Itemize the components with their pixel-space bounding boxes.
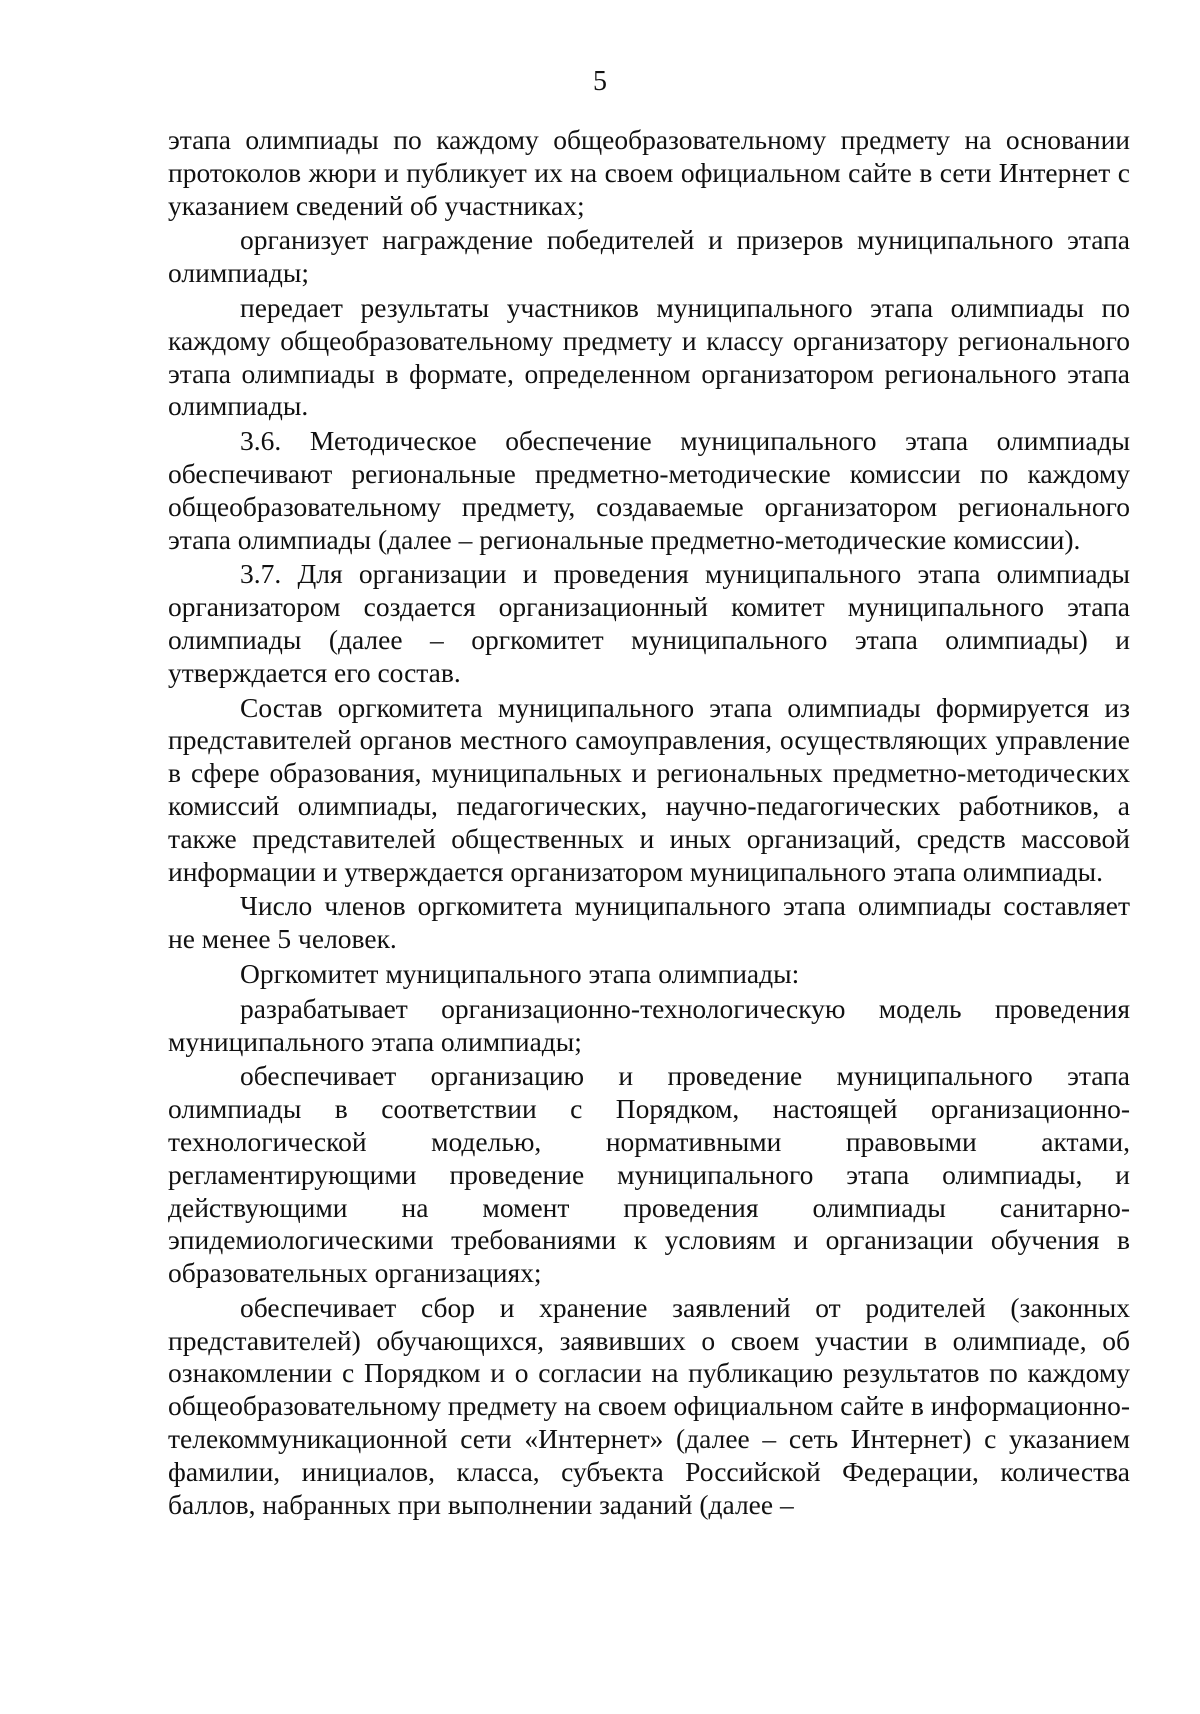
paragraph-3-6: 3.6. Методическое обеспечение муниципального этапа олимпиады обеспечивают региональные предметно-методические комиссии по каждому общеобразовательному предмету, создаваемые организатором регионального этапа олимпиады (далее – региональные предметно-методические комиссии). xyxy=(168,425,1130,555)
paragraph-3-7: 3.7. Для организации и проведения муниципального этапа олимпиады организатором создается организационный комитет муниципального этапа олимпиады (далее – оргкомитет муниципального этапа олимпиады) и утверждается его состав. xyxy=(168,558,1130,688)
paragraph-results-transfer: передает результаты участников муниципального этапа олимпиады по каждому общеобразовательному предмету и классу организатору регионального этапа олимпиады в формате, определенном организатором регионального этапа олимпиады. xyxy=(168,291,1130,422)
paragraph-continuation: этапа олимпиады по каждому общеобразовательному предмету на основании протоколов жюри и публикует их на своем официальном сайте в сети Интернет с указанием сведений об участниках; xyxy=(168,124,1130,221)
paragraph-committee-duties-intro: Оргкомитет муниципального этапа олимпиады: xyxy=(240,957,800,989)
page-number: 5 xyxy=(593,66,607,97)
paragraph-committee-size: Число членов оргкомитета муниципального этапа олимпиады составляет не менее 5 человек. xyxy=(168,890,1130,955)
paragraph-duty-organization: обеспечивает организацию и проведение муниципального этапа олимпиады в соответствии с Порядком, настоящей организационно-технологической моделью, нормативными правовыми актами, регламентирующими проведение муниципального этапа олимпиады, и действующими на момент проведения олимпиады санитарно-эпидемиологическими требованиями к условиям и организации обучения в образовательных организациях; xyxy=(168,1060,1130,1289)
paragraph-duty-model: разрабатывает организационно-технологическую модель проведения муниципального этапа олимпиады; xyxy=(168,992,1130,1057)
paragraph-duty-applications: обеспечивает сбор и хранение заявлений от родителей (законных представителей) обучающихся, заявивших о своем участии в олимпиаде, об ознакомлении с Порядком и о согласии на публикацию результатов по каждому общеобразовательному предмету на своем официальном сайте в информационно-телекоммуникационной сети «Интернет» (далее – сеть Интернет) с указанием фамилии, инициалов, класса, субъекта Российской Федерации, количества баллов, набранных при выполнении заданий (далее – xyxy=(168,1291,1130,1520)
paragraph-committee-composition: Состав оргкомитета муниципального этапа олимпиады формируется из представителей органов местного самоуправления, осуществляющих управление в сфере образования, муниципальных и региональных предметно-методических комиссий олимпиады, педагогических, научно-педагогических работников, а также представителей общественных и иных организаций, средств массовой информации и утверждается организатором муниципального этапа олимпиады. xyxy=(168,691,1130,887)
document-body xyxy=(168,124,1130,1521)
paragraph-awards: организует награждение победителей и призеров муниципального этапа олимпиады; xyxy=(168,224,1130,289)
